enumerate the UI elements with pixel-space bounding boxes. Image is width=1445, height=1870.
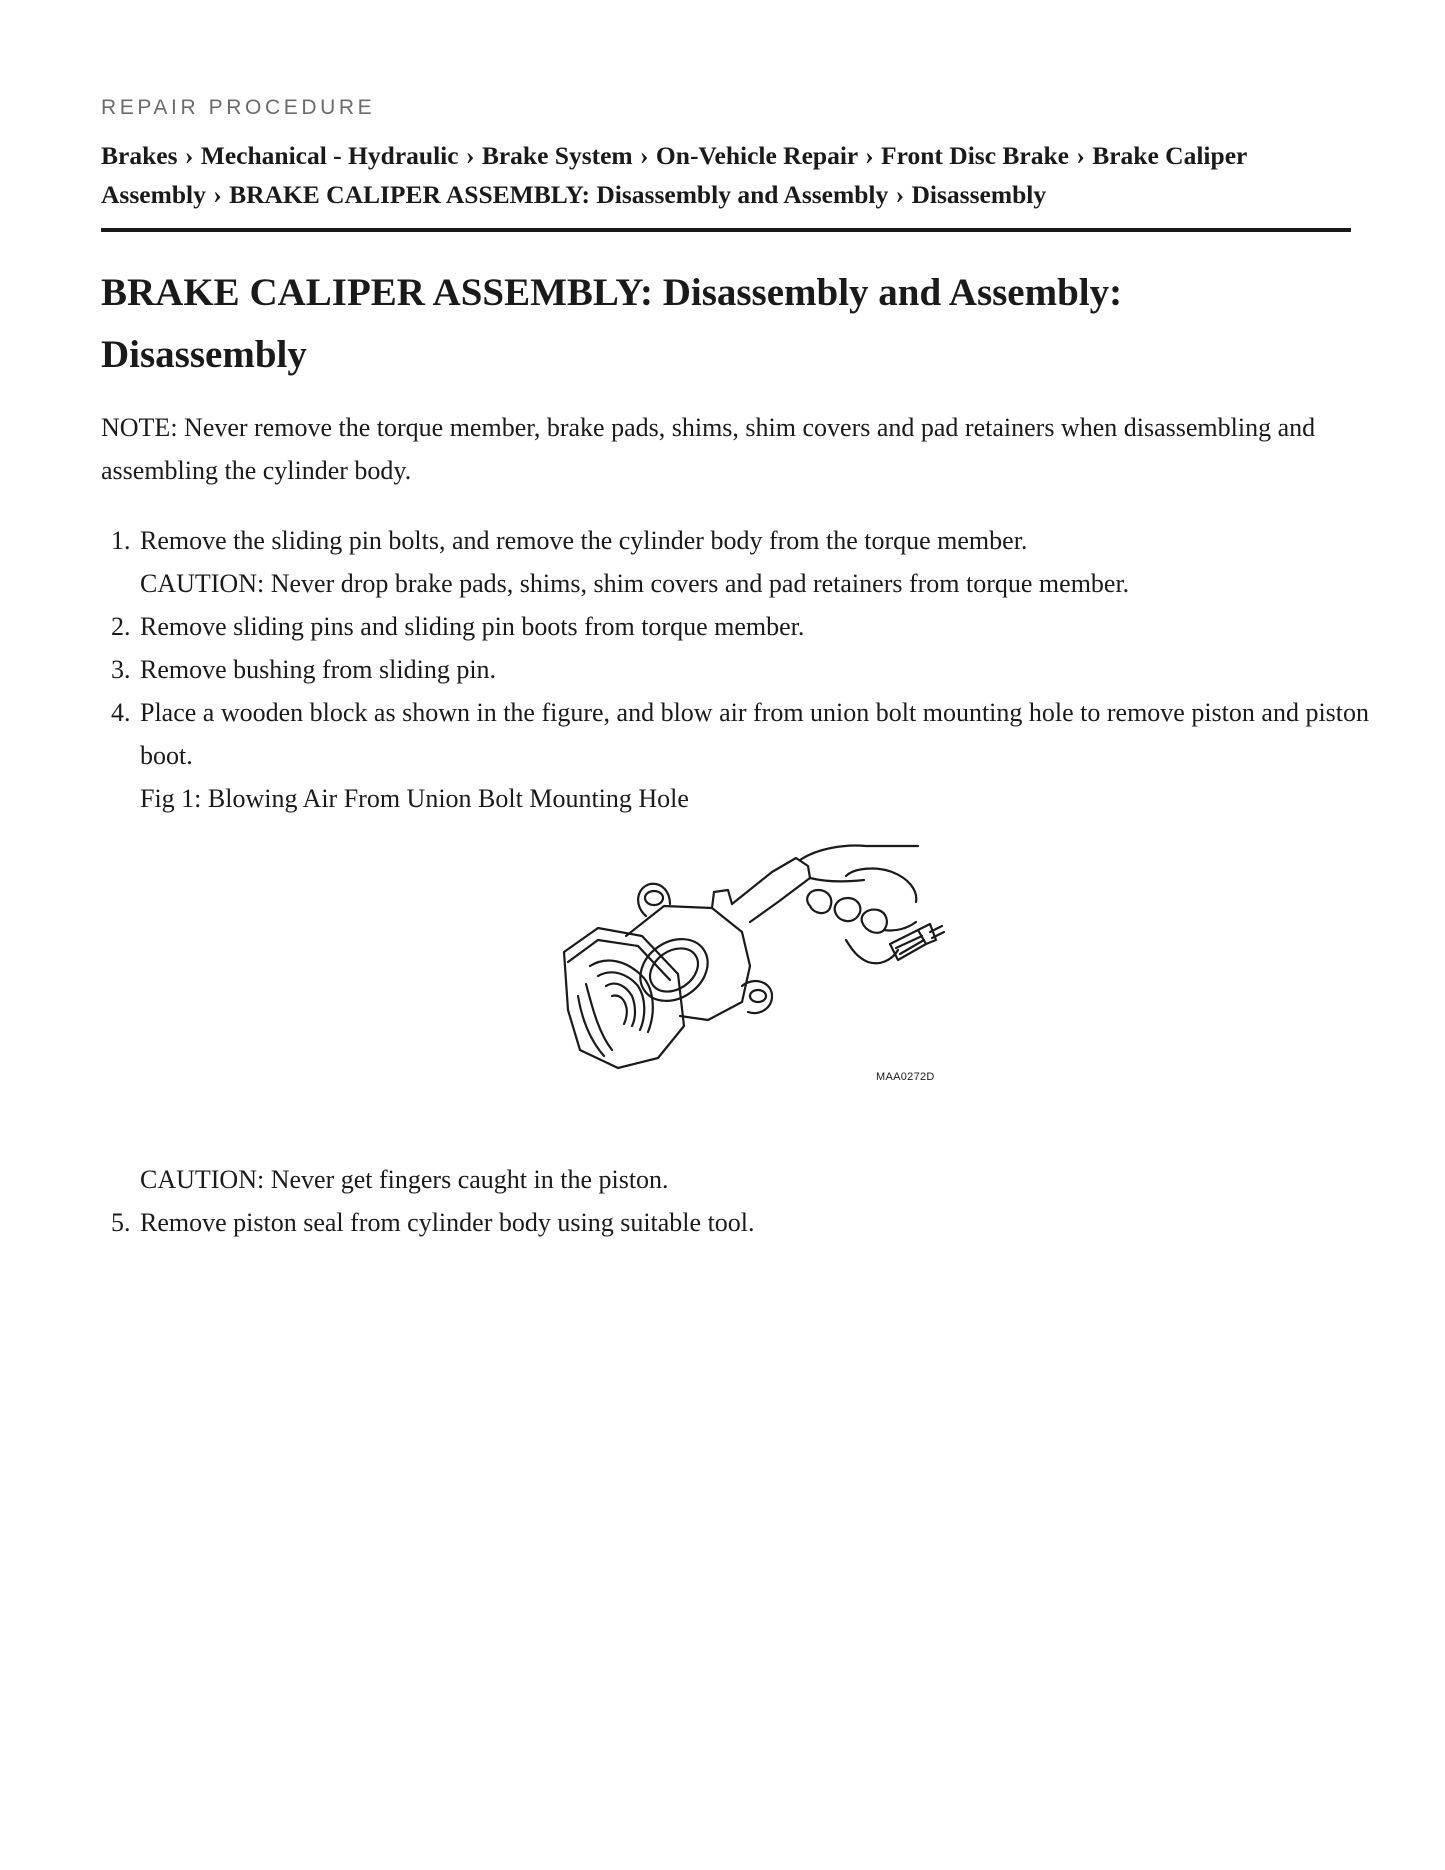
step-text: Remove the sliding pin bolts, and remove the cylinder body from the torque member. xyxy=(140,526,1028,555)
step-text: Remove bushing from sliding pin. xyxy=(140,655,497,684)
step-item xyxy=(111,691,1390,1201)
step-number: 5. xyxy=(111,1208,131,1237)
step-text: Place a wooden block as shown in the figure, and blow air from union bolt mounting hole to remove piston and piston boot. xyxy=(140,698,1370,770)
breadcrumb-item[interactable]: On-Vehicle Repair xyxy=(655,141,858,170)
step-caution: CAUTION: Never get fingers caught in the piston. xyxy=(140,1165,669,1194)
step-number: 3. xyxy=(111,655,131,684)
breadcrumb-item-current: Disassembly xyxy=(911,180,1047,209)
step-number: 4. xyxy=(111,698,131,727)
step-item xyxy=(111,1201,1390,1244)
note-text: NOTE: Never remove the torque member, brake pads, shims, shim covers and pad retainers when disassembling and assembling the cylinder body. xyxy=(101,413,1316,485)
breadcrumb xyxy=(101,136,1351,214)
figure-code: MAA0272D xyxy=(876,1071,935,1083)
breadcrumb-item[interactable]: Brake System xyxy=(481,141,633,170)
procedure-steps xyxy=(101,519,1390,1244)
step-number: 1. xyxy=(111,526,131,555)
step-text: Remove sliding pins and sliding pin boots from torque member. xyxy=(140,612,805,641)
breadcrumb-item[interactable]: Brake Caliper Assembly xyxy=(101,141,1247,209)
breadcrumb-separator: › xyxy=(213,180,222,209)
step-number: 2. xyxy=(111,612,131,641)
figure-container xyxy=(140,820,1390,1158)
breadcrumb-separator: › xyxy=(184,141,194,170)
breadcrumb-separator: › xyxy=(865,141,874,170)
header-divider xyxy=(101,228,1351,232)
breadcrumb-separator: › xyxy=(465,141,475,170)
step-caution: CAUTION: Never drop brake pads, shims, shim covers and pad retainers from torque member. xyxy=(140,569,1130,598)
breadcrumb-item[interactable]: Front Disc Brake xyxy=(881,141,1069,170)
breadcrumb-separator: › xyxy=(895,180,905,209)
breadcrumb-item[interactable]: Brakes xyxy=(101,141,178,170)
breadcrumb-item[interactable]: Mechanical - Hydraulic xyxy=(200,141,459,170)
figure-caption: Fig 1: Blowing Air From Union Bolt Mounting Hole xyxy=(140,784,689,813)
breadcrumb-separator: › xyxy=(1076,141,1085,170)
caliper-air-blow-illustration xyxy=(546,836,946,1096)
step-item xyxy=(111,648,1390,691)
breadcrumb-item[interactable]: BRAKE CALIPER ASSEMBLY: Disassembly and Assembly xyxy=(229,180,889,209)
step-text: Remove piston seal from cylinder body using suitable tool. xyxy=(140,1208,755,1237)
breadcrumb-separator: › xyxy=(640,141,649,170)
page-title: BRAKE CALIPER ASSEMBLY: Disassembly and Assembly: Disassembly xyxy=(101,271,1123,376)
step-item xyxy=(111,519,1390,605)
step-item xyxy=(111,605,1390,648)
section-eyebrow: REPAIR PROCEDURE xyxy=(101,96,376,119)
